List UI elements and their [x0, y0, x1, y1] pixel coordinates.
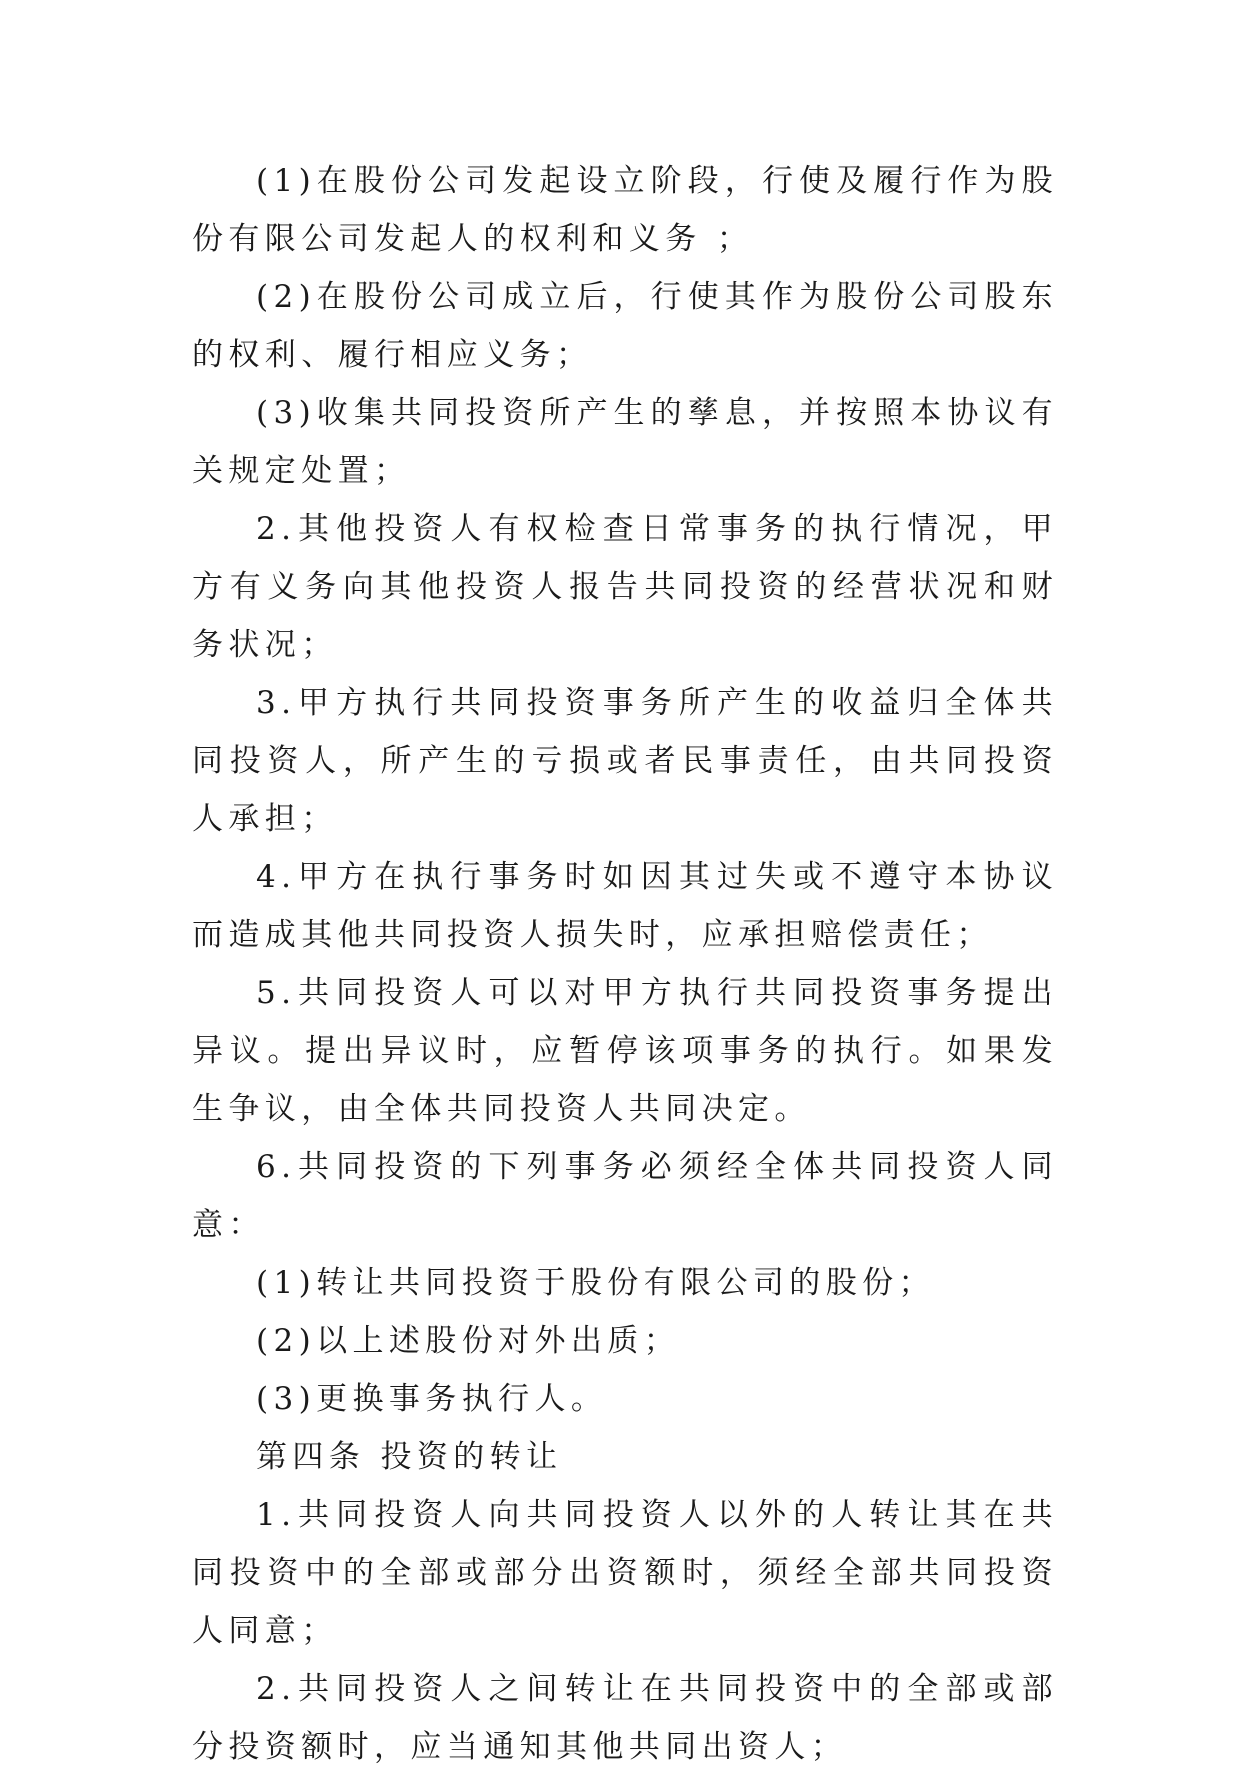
paragraph: 5.共同投资人可以对甲方执行共同投资事务提出异议。提出异议时，应暂停该项事务的执行。如果发生争议，由全体共同投资人共同决定。	[192, 975, 1058, 1127]
paragraph: (1)转让共同投资于股份有限公司的股份；	[256, 1265, 935, 1301]
paragraph: 2.其他投资人有权检查日常事务的执行情况，甲方有义务向其他投资人报告共同投资的经营状况和财务状况；	[192, 511, 1058, 663]
paragraph: 2.共同投资人之间转让在共同投资中的全部或部分投资额时，应当通知其他共同出资人；	[192, 1671, 1058, 1765]
paragraph: (3)收集共同投资所产生的孳息，并按照本协议有关规定处置；	[192, 395, 1058, 489]
paragraph: 3.甲方执行共同投资事务所产生的收益归全体共同投资人，所产生的亏损或者民事责任，由共同投资人承担；	[192, 685, 1058, 837]
paragraph: 4.甲方在执行事务时如因其过失或不遵守本协议而造成其他共同投资人损失时，应承担赔偿责任；	[192, 859, 1058, 953]
paragraph: (3)更换事务执行人。	[256, 1381, 608, 1417]
paragraph: (2)以上述股份对外出质；	[256, 1323, 681, 1359]
document-body	[192, 152, 1058, 1776]
paragraph: (1)在股份公司发起设立阶段，行使及履行作为股份有限公司发起人的权利和义务 ；	[192, 163, 1058, 257]
paragraph: (2)在股份公司成立后，行使其作为股份公司股东的权利、履行相应义务；	[192, 279, 1058, 373]
paragraph: 6.共同投资的下列事务必须经全体共同投资人同意：	[192, 1149, 1058, 1243]
paragraph: 1.共同投资人向共同投资人以外的人转让其在共同投资中的全部或部分出资额时，须经全部共同投资人同意；	[192, 1497, 1058, 1649]
section-heading: 第四条 投资的转让	[256, 1439, 563, 1475]
